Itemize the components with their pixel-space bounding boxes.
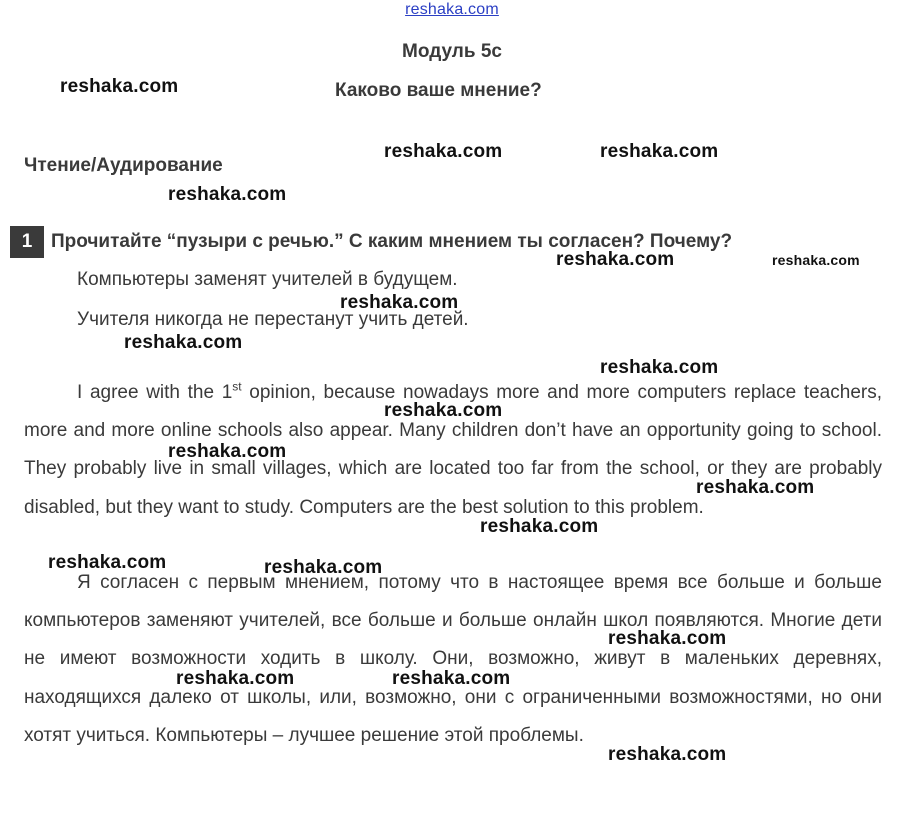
- watermark: reshaka.com: [340, 292, 459, 313]
- watermark: reshaka.com: [600, 141, 719, 162]
- watermark: reshaka.com: [176, 668, 295, 689]
- watermark: reshaka.com: [168, 441, 287, 462]
- section-heading: Чтение/Аудирование: [24, 155, 223, 176]
- answer-ru-text: Я согласен с первым мнением, потому что в настоящее время все больше и больше компьютеров заменяют учителей, все больше и больше онлайн школ появляются. Многие дети не имеют возможности ходить в школу. Они, возможно, живут в маленьких деревнях, находящихся далеко от школы, или, возможно, они с ограниченными возможностями, но они хотят учиться. Компьютеры – лучшее решение этой проблемы.: [24, 572, 882, 746]
- watermark: reshaka.com: [124, 332, 243, 353]
- answer-russian: [24, 564, 882, 755]
- watermark: reshaka.com: [608, 744, 727, 765]
- opinion-2: Учителя никогда не перестанут учить детей.: [77, 309, 469, 330]
- watermark: reshaka.com: [48, 552, 167, 573]
- watermark: reshaka.com: [60, 76, 179, 97]
- watermark: reshaka.com: [696, 477, 815, 498]
- task-title: Прочитайте “пузыри с речью.” С каким мнением ты согласен? Почему?: [51, 231, 733, 252]
- watermark: reshaka.com: [600, 357, 719, 378]
- watermark: reshaka.com: [384, 400, 503, 421]
- watermark: reshaka.com: [556, 249, 675, 270]
- module-title: Модуль 5c: [402, 41, 502, 62]
- watermark: reshaka.com: [772, 252, 860, 268]
- answer-en-part2: opinion, because nowadays more and more computers replace teachers, more and more online schools also appear. Many children don’t have an opportunity going to school. They probably live in small villages, which are located too far from the school, or they are probably disabled, but they want to study. Computers are the best solution to this problem.: [24, 382, 882, 518]
- answer-en-sup: st: [232, 379, 242, 394]
- site-link[interactable]: reshaka.com: [405, 1, 499, 18]
- watermark: reshaka.com: [392, 668, 511, 689]
- watermark: reshaka.com: [480, 516, 599, 537]
- answer-english: [24, 374, 882, 527]
- page-subtitle: Каково ваше мнение?: [335, 80, 542, 101]
- answer-en-part1: I agree with the 1: [77, 382, 233, 403]
- watermark: reshaka.com: [264, 557, 383, 578]
- watermark: reshaka.com: [168, 184, 287, 205]
- watermark: reshaka.com: [384, 141, 503, 162]
- watermark: reshaka.com: [608, 628, 727, 649]
- opinion-1: Компьютеры заменят учителей в будущем.: [77, 269, 458, 290]
- task-number-badge: 1: [10, 226, 44, 258]
